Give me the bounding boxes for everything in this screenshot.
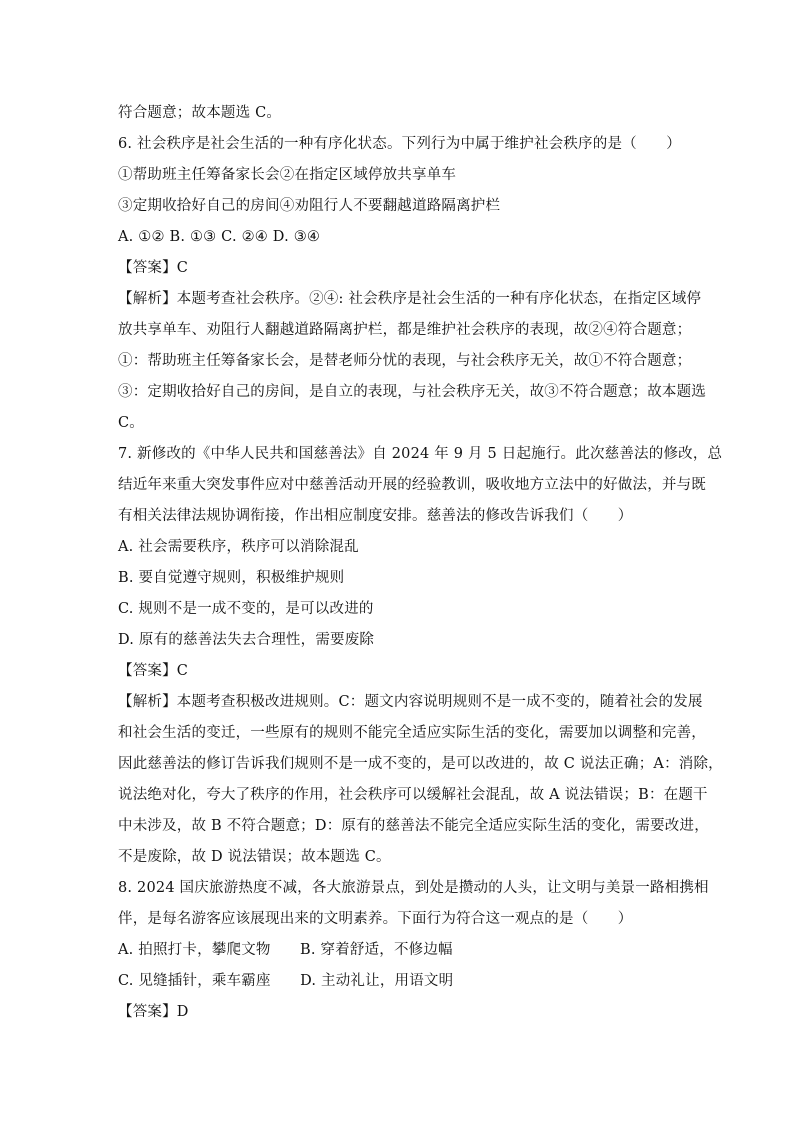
question-7-stem-3: 有相关法律法规协调衔接，作出相应制度安排。慈善法的修改告诉我们（ ） — [118, 508, 633, 524]
question-7-option-c: C. 规则不是一成不变的，是可以改进的 — [118, 601, 374, 617]
question-7-answer: 【答案】C — [118, 663, 189, 679]
question-7-stem-1: 7. 新修改的《中华人民共和国慈善法》自 2024 年 9 月 5 日起施行。此次慈善法的修改，总 — [118, 446, 723, 462]
question-6-analysis-4: ③：定期收拾好自己的房间，是自立的表现，与社会秩序无关，故③不符合题意；故本题选 — [118, 384, 706, 400]
question-7-option-d: D. 原有的慈善法失去合理性，需要废除 — [118, 632, 375, 648]
question-6-answer: 【答案】C — [118, 260, 189, 276]
question-8-stem-2: 伴，是每名游客应该展现出来的文明素养。下面行为符合这一观点的是（ ） — [118, 911, 633, 927]
question-6-analysis-5: C。 — [118, 415, 144, 431]
question-8-answer: 【答案】D — [118, 1004, 189, 1020]
question-6-options: A. ①② B. ①③ C. ②④ D. ③④ — [118, 229, 321, 245]
question-7-analysis-3: 因此慈善法的修订告诉我们规则不是一成不变的，是可以改进的，故 C 说法正确；A：消除， — [118, 756, 723, 772]
question-7-analysis-2: 和社会生活的变迁，一些原有的规则不能完全适应实际生活的变化，需要加以调整和完善， — [118, 725, 706, 741]
question-8-options-cd: C. 见缝插针，乘车霸座 D. 主动礼让，用语文明 — [118, 973, 454, 989]
question-6-items-1: ①帮助班主任筹备家长会②在指定区域停放共享单车 — [118, 167, 457, 183]
question-6-analysis-3: ①：帮助班主任筹备家长会，是替老师分忧的表现，与社会秩序无关，故①不符合题意； — [118, 353, 692, 369]
question-6-analysis-2: 放共享单车、劝阻行人翻越道路隔离护栏，都是维护社会秩序的表现，故②④符合题意； — [118, 322, 692, 338]
question-6-items-2: ③定期收拾好自己的房间④劝阻行人不要翻越道路隔离护栏 — [118, 198, 501, 214]
document-page — [118, 98, 723, 1028]
question-7-option-b: B. 要自觉遵守规则，积极维护规则 — [118, 570, 345, 586]
question-7-analysis-1: 【解析】本题考查积极改进规则。C：题文内容说明规则不是一成不变的，随着社会的发展 — [118, 694, 703, 710]
question-8-options-ab: A. 拍照打卡，攀爬文物 B. 穿着舒适，不修边幅 — [118, 942, 453, 958]
question-7-option-a: A. 社会需要秩序，秩序可以消除混乱 — [118, 539, 359, 555]
question-7-analysis-5: 中未涉及，故 B 不符合题意；D：原有的慈善法不能完全适应实际生活的变化，需要改进， — [118, 818, 709, 834]
text-line: 符合题意；故本题选 C。 — [118, 105, 282, 121]
question-6-stem: 6. 社会秩序是社会生活的一种有序化状态。下列行为中属于维护社会秩序的是（ ） — [118, 136, 681, 152]
question-7-stem-2: 结近年来重大突发事件应对中慈善活动开展的经验教训，吸收地方立法中的好做法，并与既 — [118, 477, 706, 493]
question-7-analysis-4: 说法绝对化，夸大了秩序的作用，社会秩序可以缓解社会混乱，故 A 说法错误；B：在题干 — [118, 787, 708, 803]
question-6-analysis-1: 【解析】本题考查社会秩序。②④: 社会秩序是社会生活的一种有序化状态，在指定区域停 — [118, 291, 702, 307]
question-8-stem-1: 8. 2024 国庆旅游热度不减，各大旅游景点，到处是攒动的人头，让文明与美景一路相携相 — [118, 880, 709, 896]
question-7-analysis-6: 不是废除，故 D 说法错误；故本题选 C。 — [118, 849, 391, 865]
